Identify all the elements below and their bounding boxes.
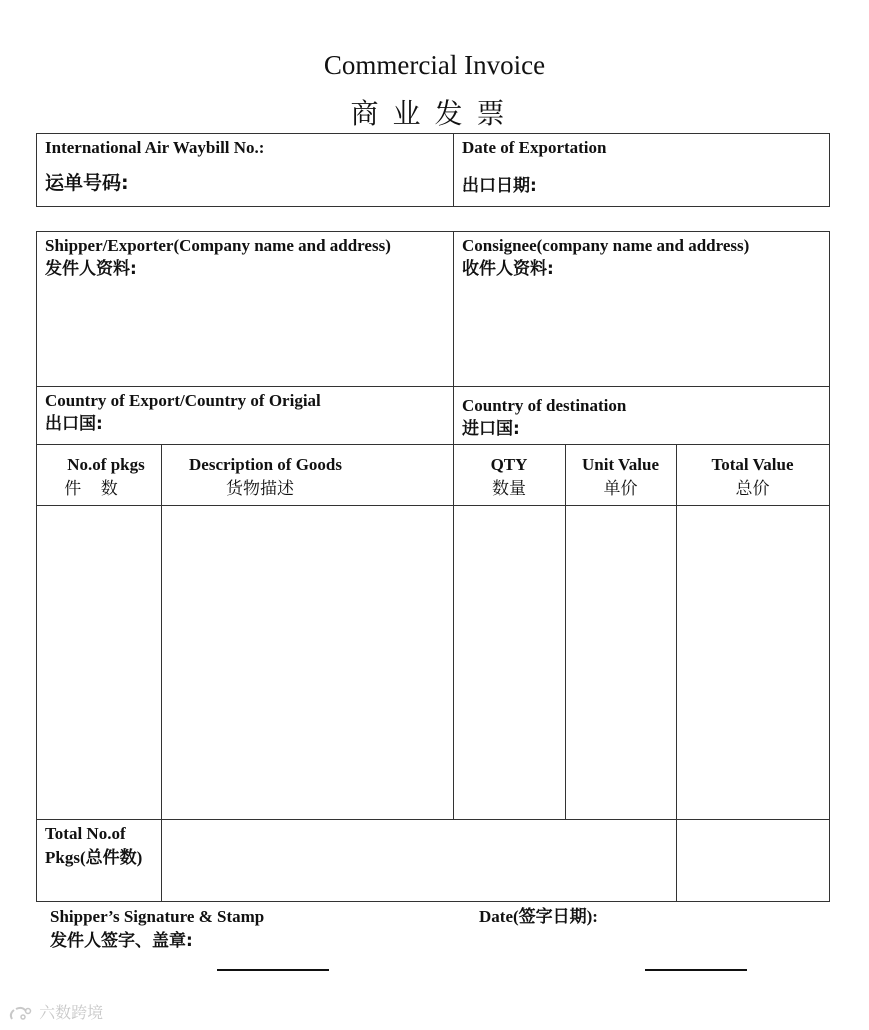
origin-country-label-zh: 出口国: [45,414,103,434]
date-signed-label: Date(签字日期): [479,907,598,926]
destination-country-label: Country of destination [462,396,627,415]
shipper-label: Shipper/Exporter(Company name and address) [45,236,391,255]
total-pkgs-label: Total No.of [45,824,126,843]
date-line [645,969,747,971]
shipper-label-zh: 发件人资料: [45,259,137,279]
destination-country-label-zh: 进口国: [462,419,520,439]
column-header-total-value-zh: 总价 [735,479,770,499]
document-title-chinese: 商业发票 [350,97,519,130]
column-header-unit-value-zh: 单价 [603,479,638,499]
column-header-description-zh: 货物描述 [226,479,294,499]
signature-label: Shipper’s Signature & Stamp [50,907,265,926]
document-title: Commercial Invoice [323,50,546,80]
waybill-label: International Air Waybill No.: [45,138,265,157]
consignee-label-zh: 收件人资料: [462,259,554,279]
total-pkgs-label-2: Pkgs(总件数) [45,848,143,867]
watermark-logo-icon [8,1005,34,1023]
column-header-description: Description of Goods [189,455,342,474]
waybill-label-zh: 运单号码: [45,172,129,194]
column-header-total-value: Total Value [711,455,794,474]
column-header-pkgs-zh: 件 数 [64,479,118,499]
consignee-label: Consignee(company name and address) [462,236,750,255]
column-header-qty: QTY [490,455,528,474]
column-header-pkgs: No.of pkgs [67,455,145,474]
watermark-text: 六数跨境 [39,1003,104,1022]
watermark [8,1000,103,1023]
signature-label-zh: 发件人签字、盖章: [50,931,193,951]
column-header-qty-zh: 数量 [492,479,526,499]
export-date-label-zh: 出口日期: [462,176,537,196]
signature-line [217,969,329,971]
export-date-label: Date of Exportation [462,138,607,157]
origin-country-label: Country of Export/Country of Origial [45,391,321,410]
column-header-unit-value: Unit Value [582,455,659,474]
